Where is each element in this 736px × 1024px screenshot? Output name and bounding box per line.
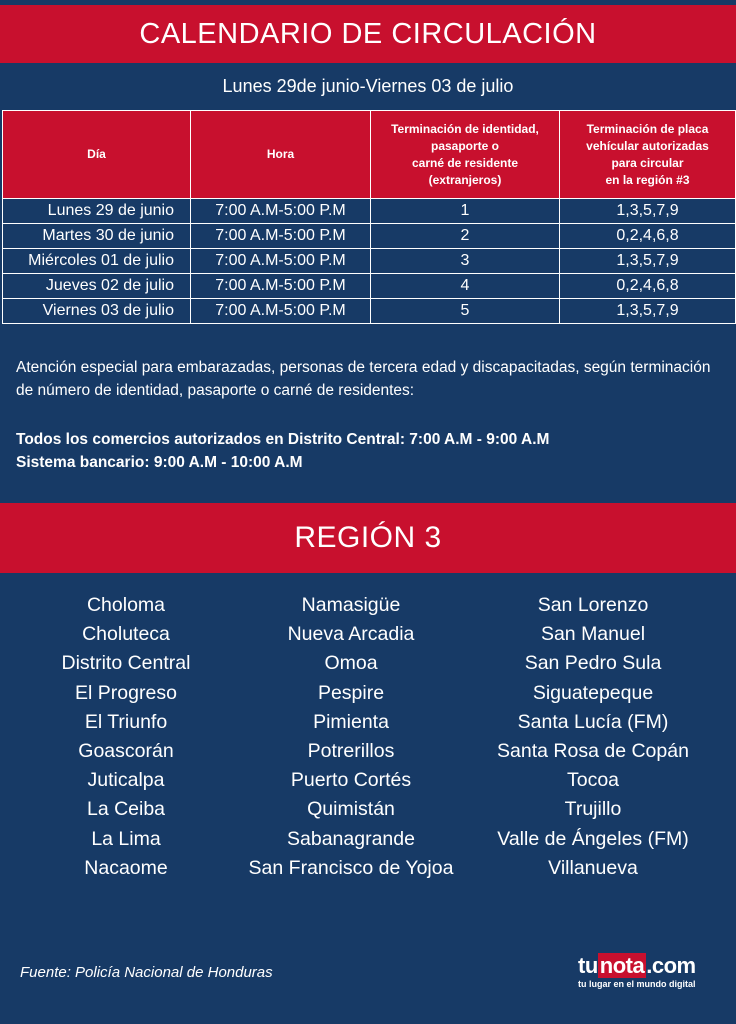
list-item: Pespire: [317, 681, 385, 704]
list-item: Choloma: [86, 594, 166, 616]
table-row: [3, 249, 736, 274]
list-item: Goascorán: [78, 739, 174, 762]
list-item: Siguatepeque: [532, 681, 654, 704]
row-hour: 7:00 A.M-5:00 P.M: [191, 224, 371, 249]
table-row: [3, 274, 736, 299]
table-row: [3, 299, 736, 324]
brand-logo[interactable]: [578, 954, 718, 990]
list-item: San Pedro Sula: [524, 652, 662, 675]
row-id-ending: 2: [371, 224, 560, 249]
date-range-subtitle: Lunes 29de junio-Viernes 03 de julio: [222, 76, 514, 96]
list-item: Distrito Central: [61, 652, 191, 675]
header-hour: Hora: [191, 111, 371, 199]
list-item: San Lorenzo: [537, 594, 649, 616]
list-item: Pimienta: [313, 710, 389, 733]
row-id-ending: 4: [371, 274, 560, 299]
list-item: Potrerillos: [307, 739, 395, 762]
brand-name-pre: tu: [578, 953, 598, 978]
row-plate-ending: 1,3,5,7,9: [560, 249, 736, 274]
row-hour: 7:00 A.M-5:00 P.M: [191, 199, 371, 224]
table-row: [3, 224, 736, 249]
row-id-ending: 1: [371, 199, 560, 224]
list-item: La Lima: [91, 827, 161, 850]
city-list-column-2: [230, 591, 472, 883]
list-item: Omoa: [324, 652, 378, 675]
list-item: El Triunfo: [84, 710, 168, 733]
row-day: Miércoles 01 de julio: [3, 249, 191, 274]
list-item: San Francisco de Yojoa: [248, 856, 454, 879]
brand-name-highlight: nota: [599, 953, 645, 978]
list-item: Trujillo: [564, 798, 622, 821]
brand-name: [578, 954, 718, 978]
list-item: Nacaome: [84, 856, 168, 879]
header-plate-ending: Terminación de placa vehícular autorizadas para circular en la región #3: [560, 111, 736, 199]
region-title: REGIÓN 3: [0, 503, 736, 573]
row-plate-ending: 1,3,5,7,9: [560, 199, 736, 224]
circulation-schedule-table: [2, 110, 736, 324]
row-day: Viernes 03 de julio: [3, 299, 191, 324]
row-hour: 7:00 A.M-5:00 P.M: [191, 274, 371, 299]
row-hour: 7:00 A.M-5:00 P.M: [191, 299, 371, 324]
page-title: CALENDARIO DE CIRCULACIÓN: [0, 5, 736, 63]
row-plate-ending: 0,2,4,6,8: [560, 224, 736, 249]
brand-name-post: .com: [646, 953, 696, 978]
table-header-row: [3, 111, 736, 199]
source-credit: Fuente: Policía Nacional de Honduras: [20, 964, 273, 981]
brand-tagline: tu lugar en el mundo digital: [578, 979, 696, 989]
row-day: Jueves 02 de julio: [3, 274, 191, 299]
list-item: Puerto Cortés: [290, 769, 412, 792]
row-id-ending: 5: [371, 299, 560, 324]
commerce-hours: Todos los comercios autorizados en Distrito Central: 7:00 A.M - 9:00 A.M: [16, 431, 550, 448]
row-hour: 7:00 A.M-5:00 P.M: [191, 249, 371, 274]
list-item: Choluteca: [82, 623, 170, 646]
list-item: Sabanagrande: [287, 827, 415, 850]
list-item: Nueva Arcadia: [287, 623, 415, 646]
header-id-ending: Terminación de identidad, pasaporte o carné de residente (extranjeros): [371, 111, 560, 199]
banking-hours: Sistema bancario: 9:00 A.M - 10:00 A.M: [16, 454, 303, 471]
row-day: Martes 30 de junio: [3, 224, 191, 249]
row-plate-ending: 1,3,5,7,9: [560, 299, 736, 324]
list-item: Juticalpa: [87, 769, 165, 792]
row-day: Lunes 29 de junio: [3, 199, 191, 224]
list-item: Villanueva: [548, 856, 638, 879]
row-id-ending: 3: [371, 249, 560, 274]
authorized-hours: [16, 428, 721, 474]
list-item: Santa Lucía (FM): [517, 710, 669, 733]
city-list-column-1: [26, 591, 226, 883]
list-item: Tocoa: [566, 769, 620, 792]
list-item: Santa Rosa de Copán: [497, 739, 689, 762]
list-item: La Ceiba: [86, 798, 166, 821]
city-list-column-3: [480, 591, 706, 883]
list-item: San Manuel: [540, 623, 646, 646]
list-item: Quimistán: [307, 798, 395, 821]
table-row: [3, 199, 736, 224]
special-attention-notice: Atención especial para embarazadas, personas de tercera edad y discapacitadas, según terminación de número de identidad, pasaporte o carné de residentes:: [16, 359, 711, 399]
row-plate-ending: 0,2,4,6,8: [560, 274, 736, 299]
list-item: Valle de Ángeles (FM): [497, 827, 689, 850]
header-day: Día: [3, 111, 191, 199]
list-item: El Progreso: [75, 681, 177, 704]
list-item: Namasigüe: [301, 594, 401, 616]
